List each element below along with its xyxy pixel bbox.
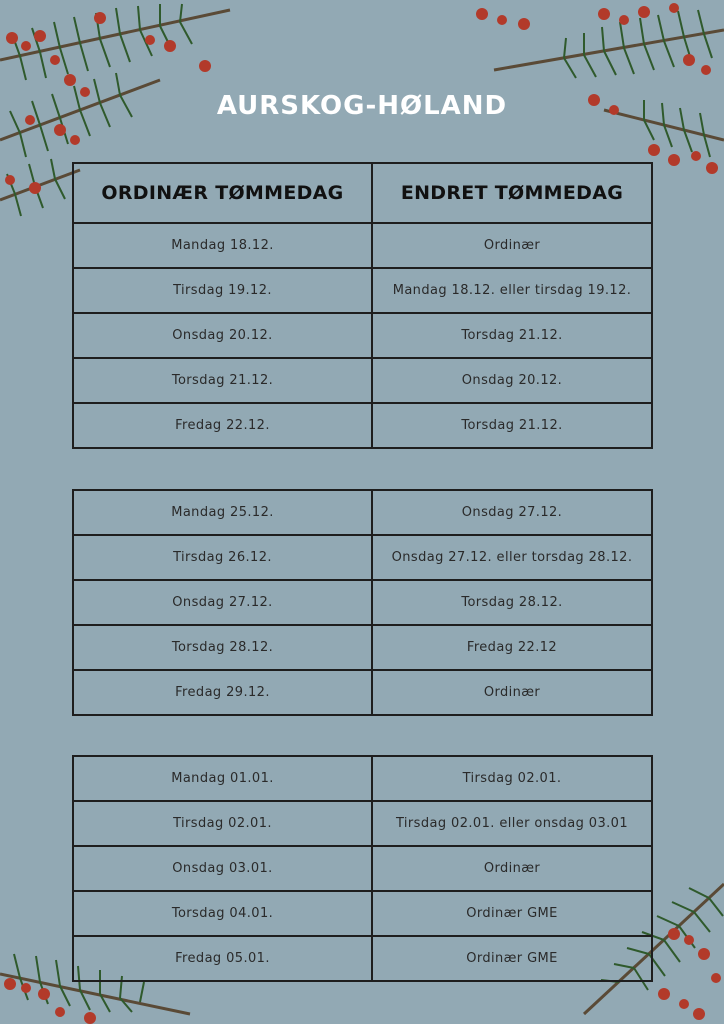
header-ordinary-day: ORDINÆR TØMMEDAG (73, 163, 372, 223)
changed-day-cell: Ordinær (372, 223, 652, 268)
table-header-row (73, 163, 652, 223)
table-row (73, 891, 652, 936)
ordinary-day-cell: Onsdag 03.01. (73, 846, 372, 891)
changed-day-cell: Ordinær (372, 670, 652, 715)
schedule-table-week-3 (72, 755, 653, 982)
changed-day-cell: Onsdag 27.12. (372, 490, 652, 535)
changed-day-cell: Torsdag 21.12. (372, 403, 652, 448)
ordinary-day-cell: Fredag 29.12. (73, 670, 372, 715)
changed-day-cell: Tirsdag 02.01. eller onsdag 03.01 (372, 801, 652, 846)
changed-day-cell: Torsdag 28.12. (372, 580, 652, 625)
ordinary-day-cell: Mandag 25.12. (73, 490, 372, 535)
table-row (73, 403, 652, 448)
table-row (73, 625, 652, 670)
schedule-table-week-1 (72, 162, 653, 449)
table-row (73, 756, 652, 801)
table-row (73, 846, 652, 891)
changed-day-cell: Ordinær (372, 846, 652, 891)
table-row (73, 490, 652, 535)
ordinary-day-cell: Fredag 22.12. (73, 403, 372, 448)
changed-day-cell: Ordinær GME (372, 936, 652, 981)
ordinary-day-cell: Torsdag 21.12. (73, 358, 372, 403)
schedule-table-week-2 (72, 489, 653, 716)
table-row (73, 801, 652, 846)
table-row (73, 313, 652, 358)
ordinary-day-cell: Tirsdag 02.01. (73, 801, 372, 846)
changed-day-cell: Onsdag 20.12. (372, 358, 652, 403)
changed-day-cell: Ordinær GME (372, 891, 652, 936)
ordinary-day-cell: Mandag 18.12. (73, 223, 372, 268)
table-row (73, 535, 652, 580)
changed-day-cell: Tirsdag 02.01. (372, 756, 652, 801)
ordinary-day-cell: Tirsdag 19.12. (73, 268, 372, 313)
ordinary-day-cell: Torsdag 04.01. (73, 891, 372, 936)
table-row (73, 268, 652, 313)
changed-day-cell: Mandag 18.12. eller tirsdag 19.12. (372, 268, 652, 313)
table-row (73, 670, 652, 715)
table-row (73, 223, 652, 268)
ordinary-day-cell: Torsdag 28.12. (73, 625, 372, 670)
header-changed-day: ENDRET TØMMEDAG (372, 163, 652, 223)
ordinary-day-cell: Onsdag 27.12. (73, 580, 372, 625)
ordinary-day-cell: Tirsdag 26.12. (73, 535, 372, 580)
ordinary-day-cell: Mandag 01.01. (73, 756, 372, 801)
page-title: AURSKOG-HØLAND (216, 91, 508, 121)
changed-day-cell: Onsdag 27.12. eller torsdag 28.12. (372, 535, 652, 580)
table-row (73, 580, 652, 625)
ordinary-day-cell: Onsdag 20.12. (73, 313, 372, 358)
changed-day-cell: Fredag 22.12 (372, 625, 652, 670)
table-row (73, 358, 652, 403)
changed-day-cell: Torsdag 21.12. (372, 313, 652, 358)
ordinary-day-cell: Fredag 05.01. (73, 936, 372, 981)
table-row (73, 936, 652, 981)
